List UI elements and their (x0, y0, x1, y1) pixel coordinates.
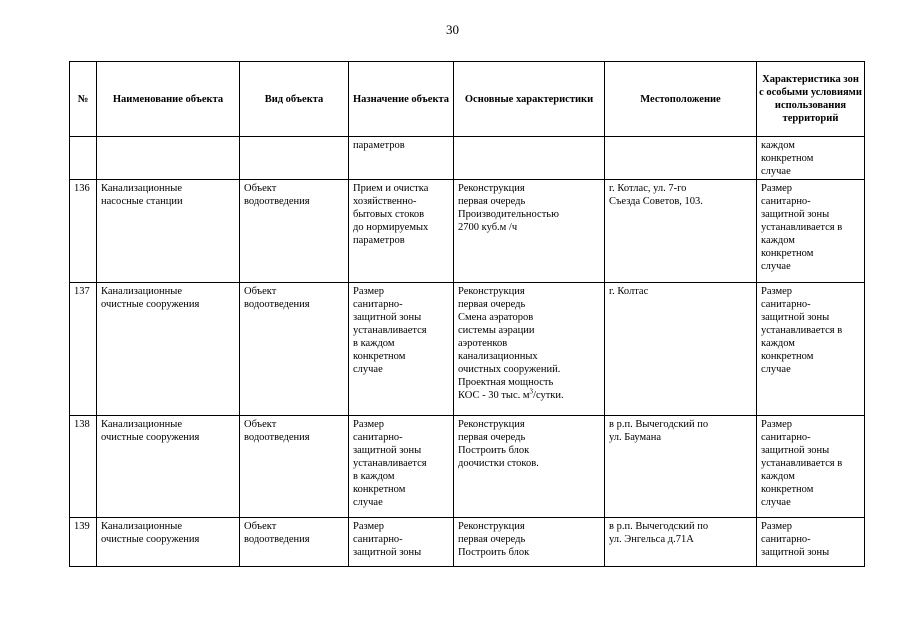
object-type: Объект водоотведения (244, 419, 310, 443)
object-characteristics: Реконструкция первая очередь Смена аэраторов системы аэрации аэротенков канализационных очистных сооружений. Проектная мощность (458, 286, 561, 388)
table-header-row (70, 62, 865, 137)
objects-table (69, 61, 865, 567)
page-number: 30 (446, 22, 459, 37)
header-type: Вид объекта (240, 62, 349, 137)
object-name: Канализационные насосные станции (101, 183, 183, 207)
object-location: г. Колтас (609, 286, 649, 297)
capacity-line (458, 387, 564, 401)
table-row (70, 137, 865, 180)
row-number: 139 (70, 518, 97, 567)
table-row (70, 518, 865, 567)
object-purpose: Размер санитарно- защитной зоны устанавливается в каждом конкретном случае (353, 419, 427, 508)
object-type: Объект водоотведения (244, 521, 310, 545)
object-purpose: параметров (353, 140, 405, 151)
object-type: Объект водоотведения (244, 286, 310, 310)
object-zones: Размер санитарно- защитной зоны устанавливается в каждом конкретном случае (761, 183, 843, 272)
object-location: в р.п. Вычегодский по ул. Баумана (609, 419, 709, 443)
capacity-unit-exponent: 3 (529, 387, 534, 396)
object-type: Объект водоотведения (244, 183, 310, 207)
capacity-value: КОС - 30 тыс. м (458, 390, 530, 401)
object-name: Канализационные очистные сооружения (101, 521, 200, 545)
header-purpose: Назначение объекта (349, 62, 454, 137)
object-name: Канализационные очистные сооружения (101, 419, 200, 443)
object-purpose: Размер санитарно- защитной зоны устанавливается в каждом конкретном случае (353, 286, 427, 375)
row-number: 137 (70, 283, 97, 416)
header-characteristics: Основные характеристики (454, 62, 605, 137)
object-zones: Размер санитарно- защитной зоны (761, 521, 830, 558)
table-row (70, 283, 865, 416)
row-number: 138 (70, 416, 97, 518)
header-num: № (70, 62, 97, 137)
object-purpose: Размер санитарно- защитной зоны (353, 521, 422, 558)
capacity-unit-tail: /сутки. (533, 390, 564, 401)
header-zones: Характеристика зон с особыми условиями использования территорий (757, 62, 865, 137)
object-zones: каждом конкретном случае (761, 140, 814, 177)
header-name: Наименование объекта (97, 62, 240, 137)
object-purpose: Прием и очистка хозяйственно- бытовых стоков до нормируемых параметров (353, 183, 429, 246)
object-location: г. Котлас, ул. 7-го Съезда Советов, 103. (609, 183, 703, 207)
object-zones: Размер санитарно- защитной зоны устанавливается в каждом конкретном случае (761, 419, 843, 508)
object-zones: Размер санитарно- защитной зоны устанавливается в каждом конкретном случае (761, 286, 843, 375)
header-location: Местоположение (605, 62, 757, 137)
object-characteristics: Реконструкция первая очередь Построить блок (458, 521, 530, 558)
table-row (70, 180, 865, 283)
object-name: Канализационные очистные сооружения (101, 286, 200, 310)
object-location: в р.п. Вычегодский по ул. Энгельса д.71А (609, 521, 709, 545)
object-characteristics: Реконструкция первая очередь Производительностью 2700 куб.м /ч (458, 183, 559, 233)
row-number: 136 (70, 180, 97, 283)
object-characteristics: Реконструкция первая очередь Построить блок доочистки стоков. (458, 419, 539, 469)
row-number (70, 137, 97, 180)
table-row (70, 416, 865, 518)
